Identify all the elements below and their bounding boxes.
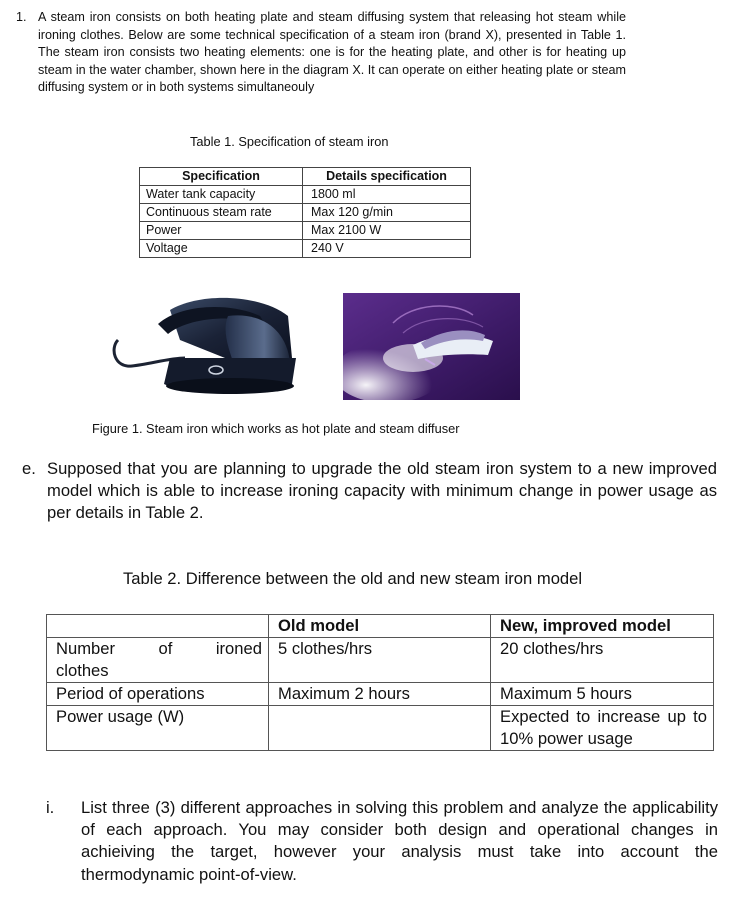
table-row xyxy=(140,240,471,258)
header-details: Details specification xyxy=(303,168,471,186)
new-value: Maximum 5 hours xyxy=(491,683,714,706)
header-old-model: Old model xyxy=(269,615,491,638)
spec-value: 240 V xyxy=(303,240,471,258)
figure-1-caption: Figure 1. Steam iron which works as hot plate and steam diffuser xyxy=(92,421,460,436)
spec-name: Water tank capacity xyxy=(140,186,303,204)
spec-value: 1800 ml xyxy=(303,186,471,204)
spec-name: Voltage xyxy=(140,240,303,258)
spec-name: Power xyxy=(140,222,303,240)
header-specification: Specification xyxy=(140,168,303,186)
steam-diffuser-image xyxy=(343,293,520,400)
row-label: Period of operations xyxy=(47,683,269,706)
spec-name: Continuous steam rate xyxy=(140,204,303,222)
new-value: Expected to increase up to 10% power usage xyxy=(491,706,714,751)
table-row xyxy=(47,706,714,751)
spec-value: Max 2100 W xyxy=(303,222,471,240)
table-row xyxy=(140,204,471,222)
part-e xyxy=(22,458,717,525)
table-2-caption: Table 2. Difference between the old and new steam iron model xyxy=(123,569,583,588)
part-text: Supposed that you are planning to upgrade the old steam iron system to a new improved model which is able to increase ironing capacity with minimum change in power usage as per details in Table 2. xyxy=(47,459,717,523)
row-label-word: Number xyxy=(56,639,116,658)
row-label-continued: clothes xyxy=(56,661,109,680)
row-label-word: ironed xyxy=(215,639,262,658)
spec-table xyxy=(139,167,471,258)
row-label-word: of xyxy=(158,639,173,658)
part-text: List three (3) different approaches in solving this problem and analyze the applicability of each approach. You may consider both design and operational changes in achieiving the target, however your analysis must take into account the thermodynamic point-of-view. xyxy=(81,798,718,884)
table-1-caption: Table 1. Specification of steam iron xyxy=(190,134,389,149)
row-label-line xyxy=(56,638,262,660)
spec-value: Max 120 g/min xyxy=(303,204,471,222)
steam-iron-image xyxy=(110,288,300,400)
old-value: 5 clothes/hrs xyxy=(269,638,491,683)
question-1 xyxy=(16,9,626,97)
part-label: i. xyxy=(46,798,55,817)
question-text: A steam iron consists on both heating plate and steam diffusing system that releasing hot steam while ironing clothes. Below are some technical specification of a steam iron (brand X), presented in Table 1. The steam iron consists two heating elements: one is for the heating plate, and other is for heating up steam in the water chamber, shown here in the diagram X. It can operate on either heating plate or steam diffusing system or in both systems simultaneouly xyxy=(38,10,626,95)
table-row xyxy=(140,222,471,240)
row-label: Power usage (W) xyxy=(47,706,269,751)
part-i xyxy=(46,797,718,886)
table-header-row xyxy=(47,615,714,638)
table-row xyxy=(140,186,471,204)
old-value xyxy=(269,706,491,751)
part-label: e. xyxy=(22,459,36,478)
new-value: 20 clothes/hrs xyxy=(491,638,714,683)
table-row xyxy=(47,683,714,706)
old-value: Maximum 2 hours xyxy=(269,683,491,706)
table-header-row xyxy=(140,168,471,186)
header-new-model: New, improved model xyxy=(491,615,714,638)
comparison-table xyxy=(46,614,714,751)
row-label xyxy=(47,638,269,683)
table-row xyxy=(47,638,714,683)
header-blank xyxy=(47,615,269,638)
question-number: 1. xyxy=(16,10,27,24)
